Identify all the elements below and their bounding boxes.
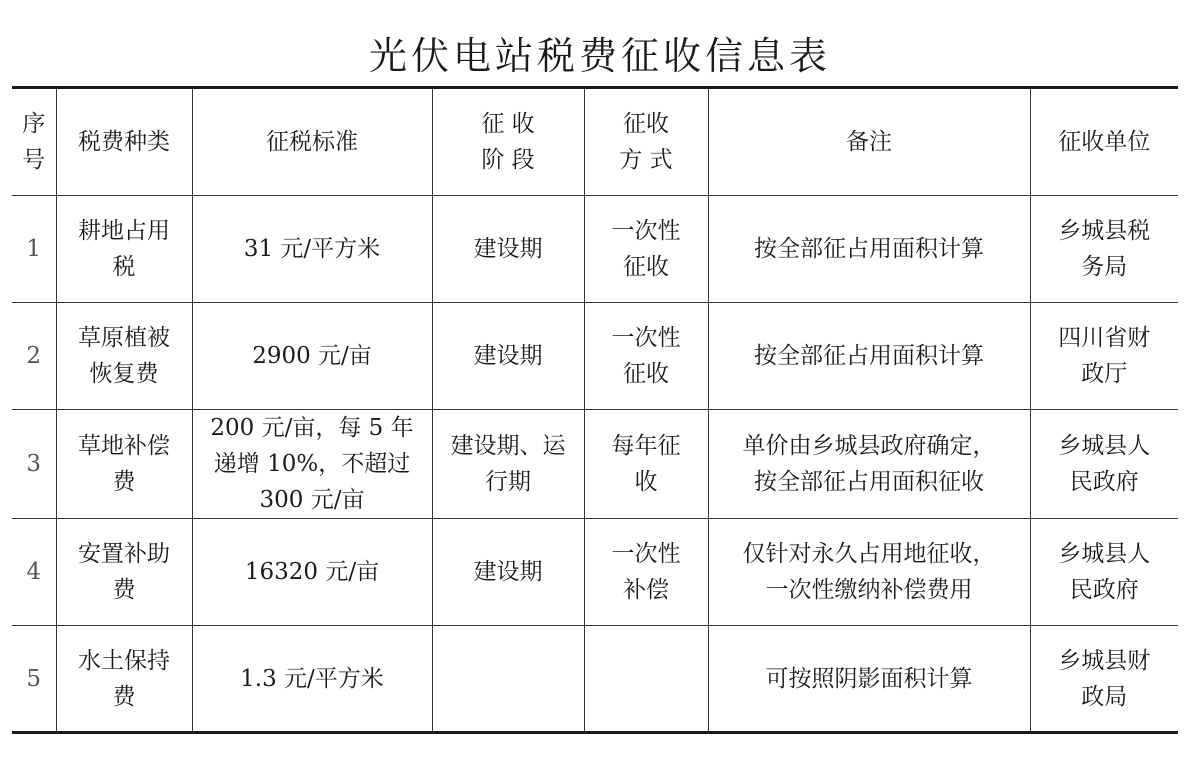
- cell-method: [584, 626, 708, 733]
- table-header-row: [12, 88, 1178, 196]
- cell-note: 按全部征占用面积计算: [708, 303, 1030, 410]
- cell-standard: 31 元/平方米: [192, 196, 432, 303]
- header-method: 征收 方 式: [584, 88, 708, 196]
- cell-method: 每年征 收: [584, 410, 708, 519]
- cell-standard: 16320 元/亩: [192, 519, 432, 626]
- header-standard: 征税标准: [192, 88, 432, 196]
- cell-seq: 4: [12, 519, 56, 626]
- cell-stage: [432, 626, 584, 733]
- header-stage: 征 收 阶 段: [432, 88, 584, 196]
- table-row: [12, 519, 1178, 626]
- cell-type: 耕地占用 税: [56, 196, 192, 303]
- cell-unit: 四川省财 政厅: [1030, 303, 1178, 410]
- cell-seq: 2: [12, 303, 56, 410]
- cell-seq: 3: [12, 410, 56, 519]
- cell-stage: 建设期: [432, 303, 584, 410]
- cell-stage: 建设期、运 行期: [432, 410, 584, 519]
- cell-unit: 乡城县人 民政府: [1030, 410, 1178, 519]
- cell-method: 一次性 征收: [584, 303, 708, 410]
- cell-note: 可按照阴影面积计算: [708, 626, 1030, 733]
- page-title: 光伏电站税费征收信息表: [368, 34, 831, 78]
- cell-type: 水土保持 费: [56, 626, 192, 733]
- cell-method: 一次性 补偿: [584, 519, 708, 626]
- table-row: [12, 196, 1178, 303]
- cell-standard: 1.3 元/平方米: [192, 626, 432, 733]
- cell-note: 单价由乡城县政府确定， 按全部征占用面积征收: [708, 410, 1030, 519]
- cell-type: 安置补助 费: [56, 519, 192, 626]
- cell-note: 仅针对永久占用地征收， 一次性缴纳补偿费用: [708, 519, 1030, 626]
- cell-unit: 乡城县财 政局: [1030, 626, 1178, 733]
- cell-standard: 200 元/亩，每 5 年 递增 10%，不超过 300 元/亩: [192, 410, 432, 519]
- cell-unit: 乡城县税 务局: [1030, 196, 1178, 303]
- table-row: [12, 410, 1178, 519]
- cell-stage: 建设期: [432, 196, 584, 303]
- cell-type: 草地补偿 费: [56, 410, 192, 519]
- cell-standard: 2900 元/亩: [192, 303, 432, 410]
- cell-seq: 5: [12, 626, 56, 733]
- header-unit: 征收单位: [1030, 88, 1178, 196]
- table-row: [12, 303, 1178, 410]
- cell-method: 一次性 征收: [584, 196, 708, 303]
- cell-note: 按全部征占用面积计算: [708, 196, 1030, 303]
- cell-type: 草原植被 恢复费: [56, 303, 192, 410]
- cell-unit: 乡城县人 民政府: [1030, 519, 1178, 626]
- table-row: [12, 626, 1178, 733]
- tax-fee-table: [12, 86, 1178, 734]
- cell-seq: 1: [12, 196, 56, 303]
- header-note: 备注: [708, 88, 1030, 196]
- header-type: 税费种类: [56, 88, 192, 196]
- cell-stage: 建设期: [432, 519, 584, 626]
- header-seq: 序 号: [12, 88, 56, 196]
